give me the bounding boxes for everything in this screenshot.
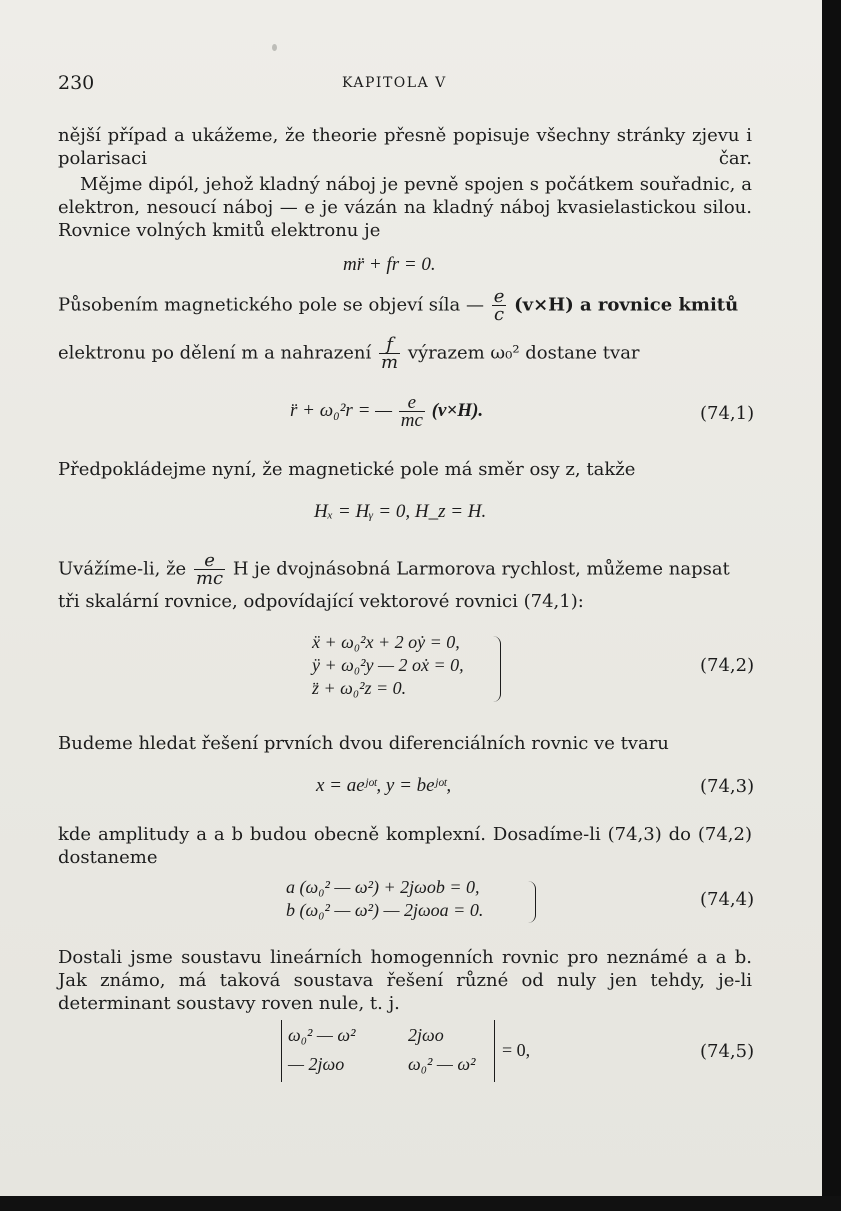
text-segment: Uvážíme-li, že bbox=[58, 558, 187, 580]
system-line: a (ω₀² — ω²) + 2jωob = 0, bbox=[286, 877, 480, 897]
right-brace bbox=[528, 881, 536, 923]
fraction-denominator: c bbox=[494, 304, 505, 325]
paragraph-field-direction: Předpokládejme nyní, že magnetické pole má směr osy z, takže bbox=[58, 459, 636, 480]
equation-rhs: (v×H). bbox=[431, 399, 484, 421]
text-segment: H je dvojnásobná Larmorova rychlost, můžeme napsat bbox=[232, 558, 730, 580]
scan-border-right bbox=[822, 0, 841, 1211]
text-segment: výrazem ω₀² dostane tvar bbox=[407, 342, 640, 364]
fraction-e-over-mc bbox=[399, 394, 425, 429]
paragraph-magnetic-force bbox=[58, 288, 752, 323]
system-line: ÿ + ω₀²y — 2 oẋ = 0, bbox=[312, 655, 464, 675]
text-segment: (v×H) a rovnice kmitů bbox=[514, 294, 739, 316]
matrix-entry-a21: — 2jωo bbox=[288, 1054, 345, 1074]
system-line: ẍ + ω₀²x + 2 oẏ = 0, bbox=[312, 632, 460, 652]
equation-74-1 bbox=[290, 394, 483, 429]
paragraph-larmor bbox=[58, 552, 752, 587]
equation-number: (74,2) bbox=[700, 655, 755, 676]
right-brace bbox=[492, 636, 501, 702]
paragraph-amplitudes: kde amplitudy a a b budou obecně komplexní. Dosadíme-li (74,3) do (74,2) dostaneme bbox=[58, 824, 752, 868]
paragraph-dipole: Mějme dipól, jehož kladný náboj je pevně spojen s počátkem souřadnic, a elektron, nesoucí náboj — e je vázán na kladný náboj kvasielastickou silou. Rovnice volných kmitů elektronu je bbox=[58, 174, 752, 241]
ink-speck bbox=[272, 44, 277, 51]
text-segment: Působením magnetického pole se objeví síla — bbox=[58, 294, 484, 316]
fraction-denominator: mc bbox=[400, 410, 423, 431]
fraction-numerator: e bbox=[194, 552, 225, 570]
paragraph-homogeneous: Dostali jsme soustavu lineárních homogenních rovnic pro neznámé a a b. Jak známo, má taková soustava řešení různé od nuly jen tehdy, je-li determinant soustavy roven nule, t. j. bbox=[58, 947, 752, 1014]
scan-border-bottom bbox=[0, 1196, 841, 1211]
equation-field-components: Hₓ = Hᵧ = 0, H_z = H. bbox=[314, 501, 487, 522]
paragraph-division bbox=[58, 336, 752, 371]
text-segment: elektronu po dělení m a nahrazení bbox=[58, 342, 372, 364]
fraction-denominator: m bbox=[381, 352, 399, 373]
chapter-heading: KAPITOLA V bbox=[342, 75, 447, 91]
system-line: b (ω₀² — ω²) — 2jωoa = 0. bbox=[286, 900, 484, 920]
matrix-entry-a22: ω₀² — ω² bbox=[408, 1054, 476, 1074]
equation-number: (74,3) bbox=[700, 776, 755, 797]
equation-74-3: x = aeʲᵒᵗ, y = beʲᵒᵗ, bbox=[316, 775, 452, 796]
equation-number: (74,4) bbox=[700, 889, 755, 910]
equation-number: (74,5) bbox=[700, 1041, 755, 1062]
determinant-bar-right bbox=[494, 1020, 495, 1082]
equation-free-oscillation: mr̈ + fr = 0. bbox=[343, 254, 436, 275]
determinant-rhs: = 0, bbox=[502, 1040, 531, 1060]
paragraph-scalar-equations: tři skalární rovnice, odpovídající vektorové rovnici (74,1): bbox=[58, 591, 584, 612]
paragraph-continuation: nější případ a ukážeme, že theorie přesně popisuje všechny stránky zjevu i polarisaci čar. bbox=[58, 125, 752, 169]
matrix-entry-a11: ω₀² — ω² bbox=[288, 1025, 356, 1045]
fraction-denominator: mc bbox=[195, 568, 224, 589]
fraction-numerator: f bbox=[379, 336, 400, 354]
matrix-entry-a12: 2jωo bbox=[408, 1025, 444, 1045]
fraction-e-over-mc bbox=[194, 552, 225, 587]
fraction-numerator: e bbox=[399, 394, 425, 412]
fraction-e-over-c bbox=[492, 288, 507, 323]
equation-lhs: r̈ + ω₀²r = — bbox=[290, 399, 393, 421]
page-number: 230 bbox=[58, 72, 95, 94]
system-line: z̈ + ω₀²z = 0. bbox=[312, 678, 407, 698]
determinant-bar-left bbox=[281, 1020, 282, 1082]
fraction-f-over-m bbox=[379, 336, 400, 371]
paragraph-solution-form: Budeme hledat řešení prvních dvou diferenciálních rovnic ve tvaru bbox=[58, 733, 669, 754]
equation-number: (74,1) bbox=[700, 403, 755, 424]
fraction-numerator: e bbox=[493, 286, 505, 307]
